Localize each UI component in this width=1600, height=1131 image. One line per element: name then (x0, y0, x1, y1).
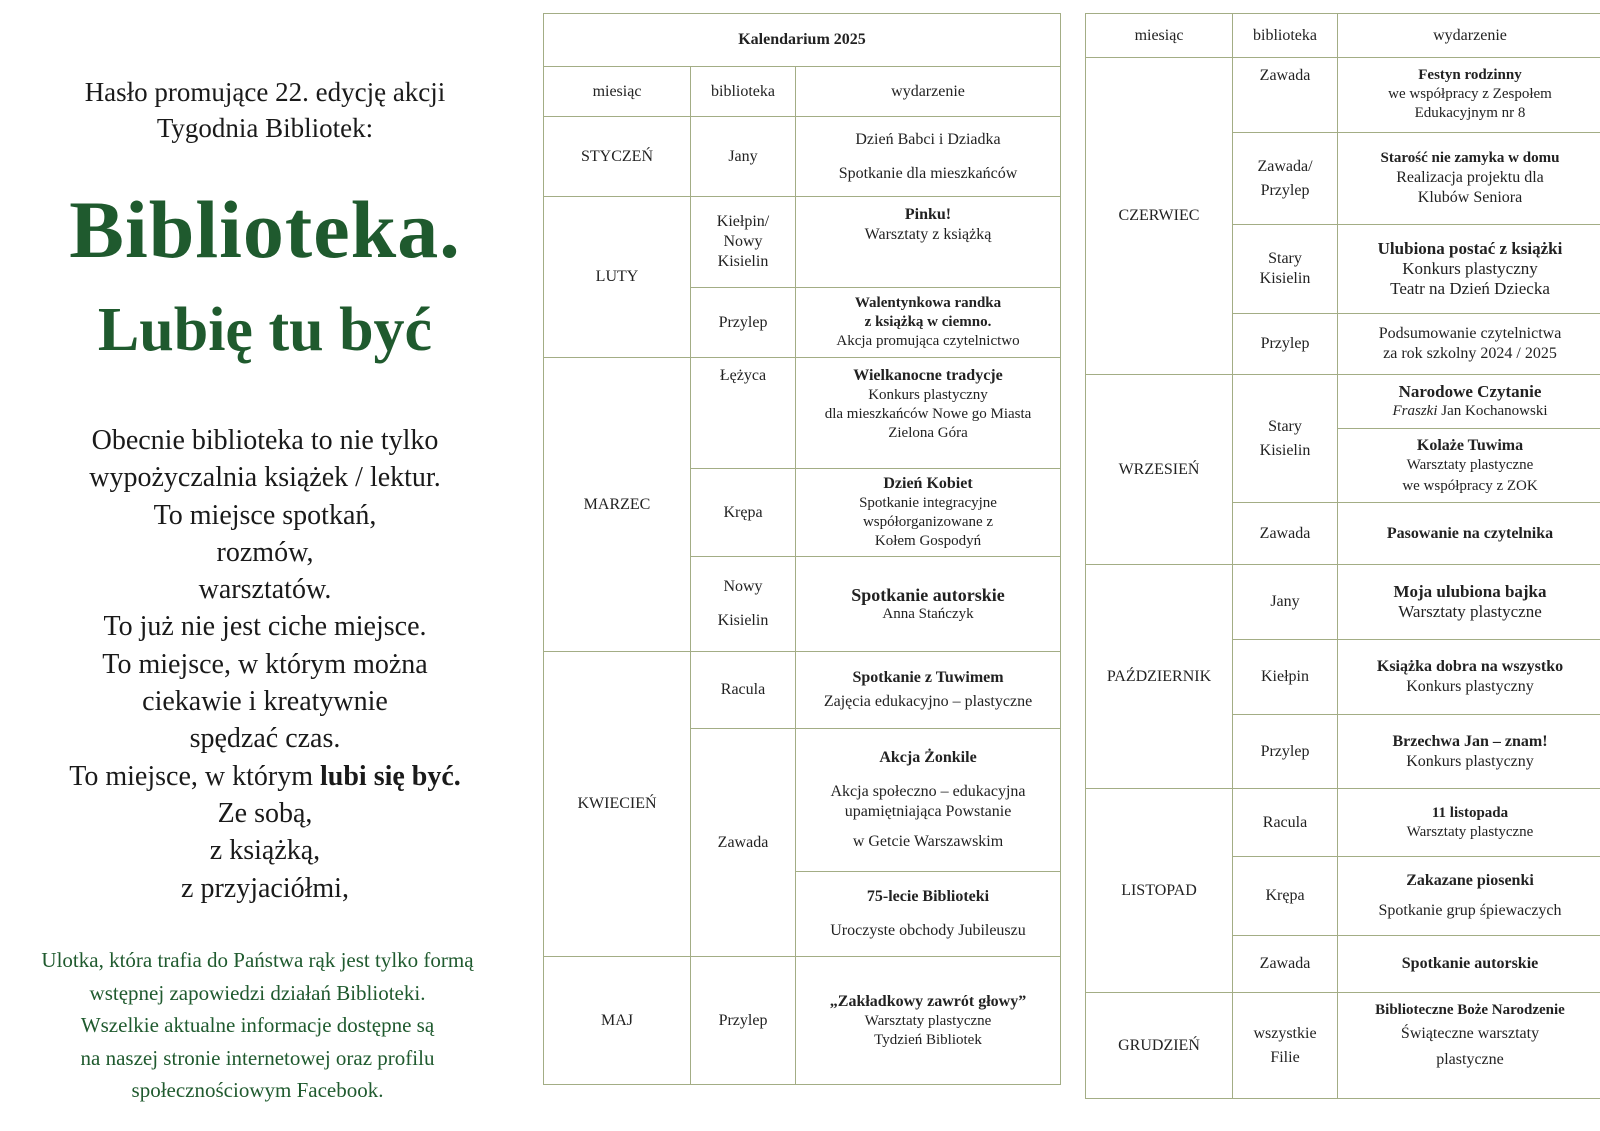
event-desc: Tydzień Bibliotek (874, 1031, 982, 1048)
library-cell (1233, 993, 1338, 1099)
event-desc: we współpracy z Zespołem (1388, 86, 1552, 102)
event-desc: Warsztaty plastyczne (864, 1012, 992, 1029)
body-line: Ze sobą, (217, 797, 313, 829)
event-desc: Podsumowanie czytelnictwa (1378, 325, 1562, 342)
library-name: Nowy (723, 578, 763, 595)
library-name: Zawada/ (1257, 157, 1313, 175)
leaflet-note (0, 944, 515, 1107)
month-cell: KWIECIEŃ (544, 652, 691, 957)
library-name: Stary (1268, 417, 1302, 435)
event-cell (1338, 314, 1600, 375)
month-cell: PAŹDZIERNIK (1086, 565, 1233, 789)
event-cell (1338, 565, 1600, 640)
library-cell: Jany (691, 117, 796, 197)
event-title: Dzień Kobiet (883, 475, 973, 492)
event-cell (796, 729, 1061, 872)
body-line: wypożyczalnia książek / lektur. (89, 462, 441, 494)
event-title: Biblioteczne Boże Narodzenie (1375, 1002, 1565, 1018)
event-desc: dla mieszkańców Nowe go Miasta (824, 406, 1032, 422)
event-desc: w Getcie Warszawskim (852, 833, 1004, 850)
library-name: Kiełpin/ (716, 213, 770, 230)
event-title: Pasowanie na czytelnika (1386, 524, 1554, 542)
event-cell (1338, 789, 1600, 857)
month-cell: WRZESIEŃ (1086, 375, 1233, 565)
library-cell (1233, 225, 1338, 314)
month-cell: LISTOPAD (1086, 789, 1233, 993)
event-cell (796, 872, 1061, 957)
event-desc: we współpracy z ZOK (1402, 477, 1538, 494)
library-cell: Krępa (691, 469, 796, 557)
library-cell (1233, 375, 1338, 503)
body-line: z przyjaciółmi, (181, 872, 349, 904)
event-title: Festyn rodzinny (1418, 67, 1522, 83)
note-line: na naszej stronie internetowej oraz profilu (80, 1045, 435, 1070)
body-line: To już nie jest ciche miejsce. (103, 611, 427, 643)
library-name: Kisielin (717, 612, 769, 629)
event-desc: Zajęcia edukacyjno – plastyczne (823, 693, 1033, 710)
header-event: wydarzenie (796, 67, 1061, 117)
event-title: Dzień Babci i Dziadka (855, 130, 1001, 148)
intro-text (0, 74, 530, 146)
event-desc: Konkurs plastyczny (1406, 678, 1534, 695)
event-cell (1338, 225, 1600, 314)
body-line-emphasis: lubi się być. (319, 760, 461, 792)
library-cell (691, 197, 796, 288)
library-cell: Racula (691, 652, 796, 729)
library-cell (691, 557, 796, 652)
library-name: Kisielin (1259, 270, 1311, 287)
event-title: Ulubiona postać z książki (1377, 239, 1563, 258)
month-cell: GRUDZIEŃ (1086, 993, 1233, 1099)
library-cell: Przylep (1233, 314, 1338, 375)
library-cell: Zawada (1233, 58, 1338, 133)
event-desc: upamiętniająca Powstanie (844, 803, 1012, 820)
library-cell: Przylep (691, 957, 796, 1085)
library-name: Stary (1268, 250, 1302, 267)
event-title: Akcja Żonkile (879, 749, 977, 766)
event-title: Walentynkowa randka (854, 295, 1002, 311)
library-cell: Łężyca (691, 358, 796, 469)
slogan-line-1: Biblioteka. (69, 184, 461, 275)
event-title: Spotkanie autorskie (851, 584, 1005, 605)
event-title: Książka dobra na wszystko (1376, 658, 1564, 675)
event-title: Spotkanie autorskie (1401, 955, 1539, 972)
header-library: biblioteka (691, 67, 796, 117)
event-desc: Warsztaty z książką (864, 226, 992, 243)
event-desc: Spotkanie dla mieszkańców (838, 164, 1018, 182)
event-cell (1338, 993, 1600, 1099)
library-name: Kisielin (1259, 441, 1311, 459)
calendar-table-second-half (1085, 13, 1600, 1099)
event-cell (796, 957, 1061, 1085)
calendar-table-first-half (543, 13, 1061, 1085)
library-cell: Krępa (1233, 857, 1338, 936)
library-cell: Przylep (1233, 715, 1338, 789)
body-line: To miejsce, w którym można (102, 648, 428, 680)
event-desc: Świąteczne warsztaty (1400, 1025, 1540, 1042)
month-cell: MARZEC (544, 358, 691, 652)
month-cell: MAJ (544, 957, 691, 1085)
header-library: biblioteka (1233, 14, 1338, 58)
month-cell: LUTY (544, 197, 691, 358)
library-cell: Kiełpin (1233, 640, 1338, 715)
event-title: Starość nie zamyka w domu (1380, 150, 1560, 166)
event-title: Moja ulubiona bajka (1393, 582, 1547, 601)
event-desc: Konkurs plastyczny (1406, 752, 1534, 770)
event-cell (1338, 429, 1600, 503)
note-line: Wszelkie aktualne informacje dostępne są (80, 1013, 435, 1037)
header-event: wydarzenie (1338, 14, 1600, 58)
event-cell (796, 358, 1061, 469)
event-title: Narodowe Czytanie (1398, 382, 1542, 401)
library-name: Przylep (1260, 181, 1310, 199)
event-desc: Warsztaty plastyczne (1406, 823, 1534, 840)
library-cell: Zawada (1233, 936, 1338, 993)
event-desc: współorganizowane z (862, 514, 994, 530)
event-desc: Konkurs plastyczny (868, 387, 988, 403)
event-cell (1338, 58, 1600, 133)
event-desc: Akcja promująca czytelnictwo (836, 333, 1020, 349)
event-desc: Teatr na Dzień Dziecka (1390, 279, 1550, 298)
header-month: miesiąc (544, 67, 691, 117)
note-line: Ulotka, która trafia do Państwa rąk jest tylko formą (41, 948, 474, 972)
event-cell (1338, 715, 1600, 789)
library-name: Kisielin (717, 253, 769, 270)
event-desc: Zielona Góra (888, 425, 968, 441)
event-desc: Klubów Seniora (1417, 189, 1523, 206)
month-cell: CZERWIEC (1086, 58, 1233, 375)
event-desc: za rok szkolny 2024 / 2025 (1383, 345, 1557, 362)
body-line: warsztatów. (198, 574, 332, 606)
body-line: ciekawie i kreatywnie (142, 686, 388, 718)
event-desc: Edukacyjnym nr 8 (1414, 105, 1526, 121)
promo-panel (0, 0, 530, 1131)
event-title: Brzechwa Jan – znam! (1392, 732, 1548, 750)
intro-line: Tygodnia Bibliotek: (156, 113, 374, 143)
library-name: Nowy (723, 233, 763, 250)
library-cell: Racula (1233, 789, 1338, 857)
body-line-bold (0, 758, 530, 795)
event-desc-italic: Fraszki (1392, 403, 1438, 419)
body-line: rozmów, (216, 536, 314, 568)
event-title: Pinku! (904, 206, 952, 223)
event-desc: Uroczyste obchody Jubileuszu (830, 922, 1026, 939)
event-title: 11 listopada (1431, 804, 1509, 821)
event-cell (796, 652, 1061, 729)
description-text (0, 422, 530, 907)
event-desc: Kołem Gospodyń (874, 533, 982, 549)
library-cell: Jany (1233, 565, 1338, 640)
event-cell (796, 557, 1061, 652)
library-cell: Zawada (1233, 503, 1338, 565)
event-desc: plastyczne (1436, 1051, 1504, 1068)
intro-line: Hasło promujące 22. edycję akcji (84, 77, 446, 107)
month-cell: STYCZEŃ (544, 117, 691, 197)
event-desc: Realizacja projektu dla (1396, 169, 1544, 186)
library-cell (1233, 133, 1338, 225)
body-line: To miejsce spotkań, (153, 499, 377, 531)
event-cell (796, 117, 1061, 197)
event-cell (796, 469, 1061, 557)
library-name: Filie (1270, 1048, 1300, 1066)
note-line: społecznościowym Facebook. (131, 1078, 384, 1102)
note-line: wstępnej zapowiedzi działań Biblioteki. (89, 980, 426, 1005)
event-title: Zakazane piosenki (1406, 872, 1534, 889)
event-title: Wielkanocne tradycje (853, 367, 1003, 384)
event-cell (1338, 503, 1600, 565)
event-desc: Anna Stańczyk (882, 605, 974, 622)
event-title: 75-lecie Biblioteki (866, 888, 990, 905)
event-cell (796, 288, 1061, 358)
event-desc: Spotkanie grup śpiewaczych (1378, 902, 1562, 919)
event-desc: Spotkanie integracyjne (859, 495, 997, 511)
event-cell (796, 197, 1061, 288)
header-month: miesiąc (1086, 14, 1233, 58)
event-cell (1338, 640, 1600, 715)
event-desc: Akcja społeczno – edukacyjna (830, 783, 1026, 800)
event-cell (1338, 857, 1600, 936)
event-title: Kolaże Tuwima (1416, 436, 1524, 454)
event-desc: Warsztaty plastyczne (1398, 602, 1542, 621)
body-line: z książką, (209, 835, 321, 867)
event-cell (1338, 936, 1600, 993)
event-title: z książką w ciemno. (864, 314, 992, 330)
event-cell (1338, 375, 1600, 429)
event-cell (1338, 133, 1600, 225)
event-desc: Warsztaty plastyczne (1406, 456, 1534, 473)
event-desc: Konkurs plastyczny (1402, 259, 1538, 278)
event-title: „Zakładkowy zawrót głowy” (829, 992, 1027, 1010)
library-cell: Przylep (691, 288, 796, 358)
body-line: Obecnie biblioteka to nie tylko (91, 425, 439, 456)
calendar-title: Kalendarium 2025 (544, 14, 1061, 67)
event-desc: Jan Kochanowski (1437, 403, 1548, 419)
library-cell: Zawada (691, 729, 796, 957)
body-line: spędzać czas. (189, 723, 341, 755)
slogan-line-2: Lubię tu być (97, 296, 433, 364)
event-title: Spotkanie z Tuwimem (852, 669, 1004, 686)
body-line-prefix: To miejsce, w którym (69, 760, 320, 792)
library-name: wszystkie (1253, 1024, 1317, 1042)
